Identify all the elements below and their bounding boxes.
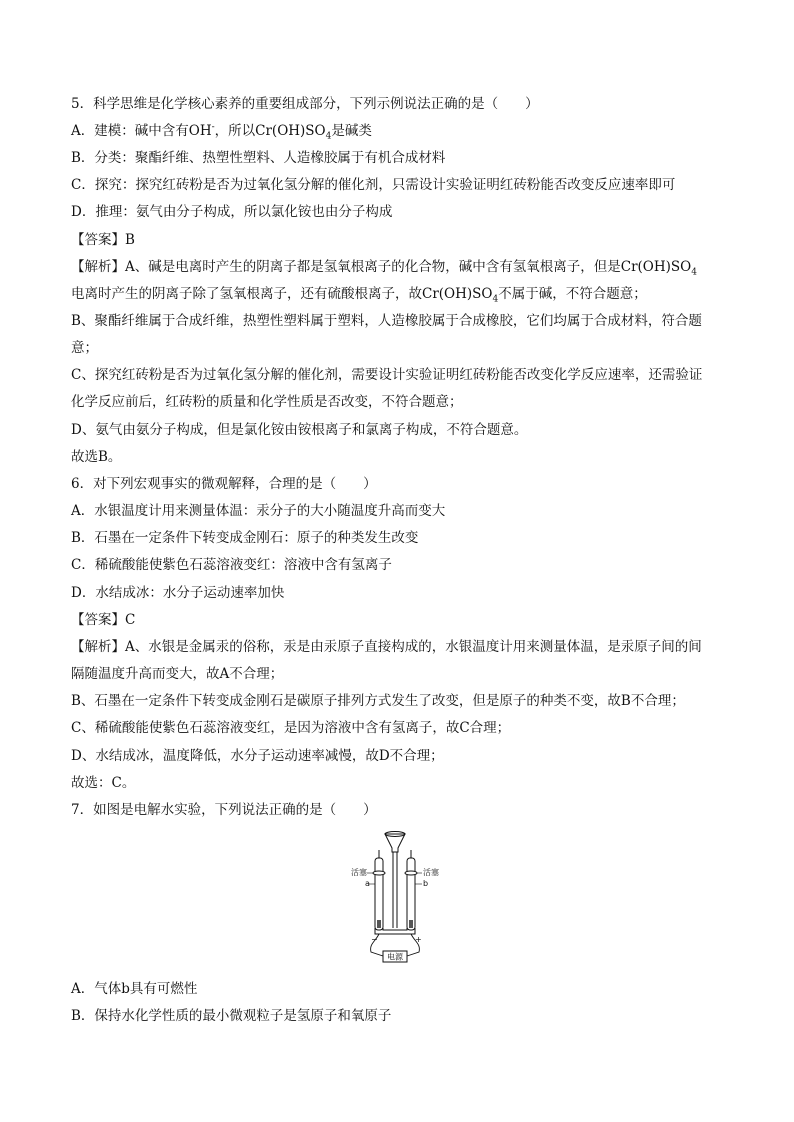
left-stopcock-label: 活塞 — [351, 868, 367, 877]
tube-b-shape — [407, 858, 415, 930]
question-6-analysis-line-5: D、水结成冰，温度降低，水分子运动速率减慢，故D不合理； — [71, 748, 444, 764]
tube-a-shape — [375, 858, 383, 930]
question-5-option-c: C．探究：探究红砖粉是否为过氧化氢分解的催化剂，只需设计实验证明红砖粉能否改变反应速率即可 — [71, 177, 676, 193]
right-stopcock-icon — [405, 871, 417, 875]
question-5-stem: 5．科学思维是化学核心素养的重要组成部分，下列示例说法正确的是（ ） — [71, 96, 539, 112]
question-6-analysis-line-6: 故选：C。 — [71, 775, 136, 791]
right-stopcock-label: 活塞 — [423, 868, 439, 877]
question-6-analysis-line-1: 【解析】A、水银是金属汞的俗称，汞是由汞原子直接构成的，水银温度计用来测量体温，是汞原子间的间 — [71, 639, 702, 655]
negative-terminal-label: − — [371, 935, 378, 944]
question-6-analysis-line-4: C、稀硫酸能使紫色石蕊溶液变红，是因为溶液中含有氢离子，故C合理； — [71, 720, 511, 736]
question-6-analysis-line-2: 隔随温度升高而变大，故A不合理； — [71, 666, 284, 682]
question-6-stem: 6．对下列宏观事实的微观解释，合理的是（ ） — [71, 476, 377, 492]
tube-a-label: a — [365, 879, 370, 888]
question-6-analysis-line-3: B、石墨在一定条件下转变成金刚石是碳原子排列方式发生了改变，但是原子的种类不变，故B不合理； — [71, 693, 685, 709]
question-5-answer: 【答案】B — [71, 232, 135, 248]
question-7-stem: 7．如图是电解水实验，下列说法正确的是（ ） — [71, 802, 377, 818]
question-5-analysis-line-4: 意； — [71, 340, 98, 356]
question-5-option-d: D．推理：氨气由分子构成，所以氯化铵也由分子构成 — [71, 204, 393, 220]
question-5-analysis-line-6: 化学反应前后，红砖粉的质量和化学性质是否改变，不符合题意； — [71, 394, 463, 410]
question-5-option-b: B．分类：聚酯纤维、热塑性塑料、人造橡胶属于有机合成材料 — [71, 150, 446, 166]
electrolysis-apparatus-drawing — [345, 828, 445, 970]
left-stopcock-icon — [373, 871, 385, 875]
question-5-analysis-line-7: D、氨气由氨分子构成，但是氯化铵由铵根离子和氯离子构成，不符合题意。 — [71, 422, 528, 438]
question-6-option-d: D．水结成冰：水分子运动速率加快 — [71, 585, 285, 601]
question-6-answer: 【答案】C — [71, 612, 136, 628]
electrolysis-apparatus-figure — [345, 828, 445, 970]
question-7-option-a: A．气体b具有可燃性 — [71, 981, 198, 997]
positive-terminal-label: + — [415, 935, 422, 944]
question-5-analysis-line-5: C、探究红砖粉是否为过氧化氢分解的催化剂，需要设计实验证明红砖粉能否改变化学反应速率，还需验证 — [71, 367, 703, 383]
question-5-analysis-line-8: 故选B。 — [71, 449, 122, 465]
question-5-analysis-line-2: 电离时产生的阴离子除了氢氧根离子，还有硫酸根离子，故$Cr(OH)SO_4$不属于碱，不符合题意； — [71, 286, 647, 305]
question-7-option-b: B．保持水化学性质的最小微观粒子是氢原子和氧原子 — [71, 1008, 392, 1024]
question-5-option-a: A．建模：碱中含有OH-，所以$Cr(OH)SO_4$是碱类 — [71, 122, 372, 142]
question-6-option-b: B．石墨在一定条件下转变成金刚石：原子的种类发生改变 — [71, 530, 419, 546]
question-5-analysis-line-3: B、聚酯纤维属于合成纤维，热塑性塑料属于塑料，人造橡胶属于合成橡胶，它们均属于合成材料，符合题 — [71, 313, 702, 329]
question-5-analysis-line-1: 【解析】A、碱是电离时产生的阴离子都是氢氧根离子的化合物，碱中含有氢氧根离子，但是$Cr(OH)SO_4$ — [71, 259, 697, 278]
question-6-option-a: A．水银温度计用来测量体温：汞分子的大小随温度升高而变大 — [71, 503, 446, 519]
power-source-label: 电源 — [387, 952, 403, 962]
question-6-option-c: C．稀硫酸能使紫色石蕊溶液变红：溶液中含有氢离子 — [71, 557, 392, 573]
tube-b-label: b — [423, 879, 429, 888]
